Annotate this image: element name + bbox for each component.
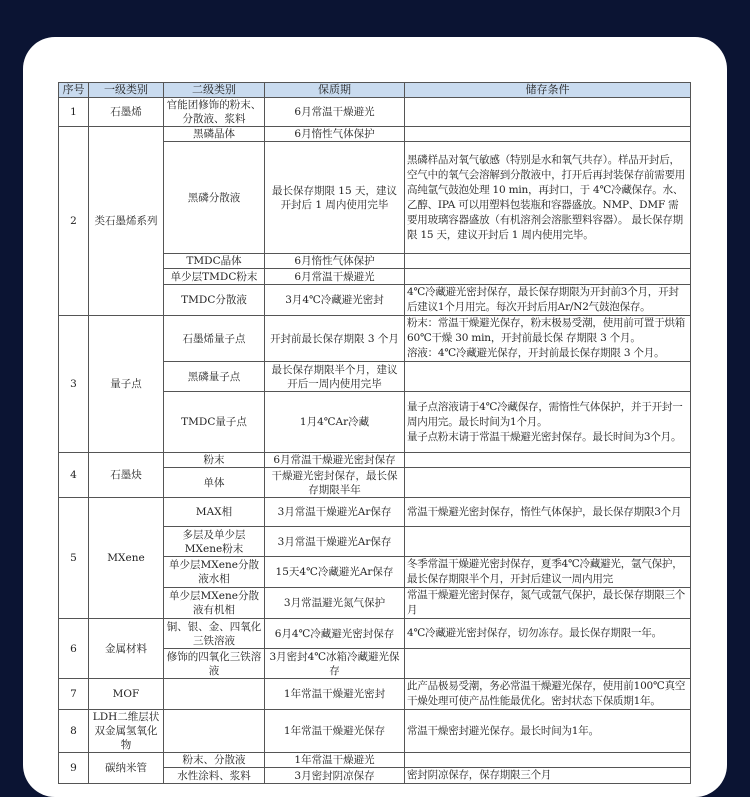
shelf-life: 3月常温干燥避光Ar保存	[265, 527, 405, 557]
primary-category: 类石墨烯系列	[89, 127, 164, 316]
storage-conditions	[405, 527, 691, 557]
shelf-life: 1年常温干燥避光保存	[265, 710, 405, 753]
row-number: 4	[59, 453, 89, 498]
header-storage: 储存条件	[405, 83, 691, 98]
storage-conditions: 常温干燥避光密封保存，惰性气体保护，最长保存期限3个月	[405, 498, 691, 527]
table-row	[59, 453, 691, 468]
row-number: 9	[59, 753, 89, 784]
secondary-category: 单少层MXene分散液有机相	[164, 588, 265, 619]
storage-conditions	[405, 254, 691, 269]
shelf-life: 3月常温干燥避光Ar保存	[265, 498, 405, 527]
table-row	[59, 753, 691, 768]
row-number: 8	[59, 710, 89, 753]
shelf-life: 6月常温干燥避光密封保存	[265, 453, 405, 468]
secondary-category: 多层及单少层MXene粉末	[164, 527, 265, 557]
storage-conditions: 黑磷样品对氧气敏感（特别是水和氧气共存）。样品开封后，空气中的氧气会溶解到分散液中，打开后再封装保存前需要用高纯氩气鼓泡处理 10 min，再封口，于 4℃冷藏保存。水、乙醇、IPA 可以用塑料包装瓶和容器盛放。NMP、DMF 需要用玻璃容器盛放（有机溶剂会溶胀塑料容器）。 最长保存期限 15 天，建议开封后 1 周内使用完毕。	[405, 142, 691, 254]
primary-category: 金属材料	[89, 619, 164, 679]
row-number: 6	[59, 619, 89, 679]
storage-table	[58, 82, 691, 784]
shelf-life: 6月常温干燥避光	[265, 269, 405, 285]
row-number: 1	[59, 98, 89, 127]
storage-conditions	[405, 362, 691, 392]
secondary-category: 黑磷分散液	[164, 142, 265, 254]
document-card	[23, 37, 727, 797]
storage-conditions: 4℃冷藏避光密封保存，最长保存期限为开封前3个月，开封后建议1个月用完。每次开封后用Ar/N2气鼓泡保存。	[405, 285, 691, 316]
storage-conditions	[405, 753, 691, 768]
secondary-category: 官能团修饰的粉末、分散液、浆料	[164, 98, 265, 127]
shelf-life: 最长保存期限 15 天，建议开封后 1 周内使用完毕	[265, 142, 405, 254]
shelf-life: 最长保存期限半个月，建议开后一周内使用完毕	[265, 362, 405, 392]
secondary-category: 铜、银、金、四氧化三铁溶液	[164, 619, 265, 649]
shelf-life: 1月4℃Ar冷藏	[265, 392, 405, 453]
table-row	[59, 619, 691, 649]
storage-conditions: 粉末：常温干燥避光保存，粉末极易受潮，使用前可置于烘箱 60℃干燥 30 min，开封前最长保 存期限 3 个月。 溶液：4℃冷藏避光保存，开封前最长保存期限 3 个月。	[405, 316, 691, 362]
secondary-category: 水性涂料、浆料	[164, 768, 265, 784]
storage-conditions	[405, 98, 691, 127]
storage-conditions: 密封阴凉保存，保存期限三个月	[405, 768, 691, 784]
shelf-life: 开封前最长保存期限 3 个月	[265, 316, 405, 362]
shelf-life: 6月常温干燥避光	[265, 98, 405, 127]
secondary-category	[164, 679, 265, 710]
storage-conditions	[405, 453, 691, 468]
storage-conditions	[405, 269, 691, 285]
header-cat1: 一级类别	[89, 83, 164, 98]
primary-category: 石墨烯	[89, 98, 164, 127]
shelf-life: 1年常温干燥避光	[265, 753, 405, 768]
table-row	[59, 98, 691, 127]
storage-conditions: 常温干燥避光密封保存，氮气或氩气保护，最长保存期限三个月	[405, 588, 691, 619]
storage-conditions: 冬季常温干燥避光密封保存，夏季4℃冷藏避光，氩气保护，最长保存期限半个月，开封后建议一周内用完	[405, 557, 691, 588]
secondary-category: 石墨烯量子点	[164, 316, 265, 362]
table-row	[59, 127, 691, 142]
shelf-life: 6月4℃冷藏避光密封保存	[265, 619, 405, 649]
row-number: 3	[59, 316, 89, 453]
shelf-life: 6月惰性气体保护	[265, 127, 405, 142]
secondary-category: MAX相	[164, 498, 265, 527]
storage-conditions: 量子点溶液请于4℃冷藏保存，需惰性气体保护，并于开封一周内用完。最长时间为1个月。 量子点粉末请于常温干燥避光密封保存。最长时间为3个月。	[405, 392, 691, 453]
row-number: 5	[59, 498, 89, 619]
row-number: 7	[59, 679, 89, 710]
shelf-life: 15天4℃冷藏避光Ar保存	[265, 557, 405, 588]
table-header-row	[59, 83, 691, 98]
primary-category: 量子点	[89, 316, 164, 453]
primary-category: 石墨炔	[89, 453, 164, 498]
primary-category: MOF	[89, 679, 164, 710]
row-number: 2	[59, 127, 89, 316]
secondary-category: TMDC分散液	[164, 285, 265, 316]
secondary-category: 单体	[164, 468, 265, 498]
shelf-life: 干燥避光密封保存，最长保存期限半年	[265, 468, 405, 498]
storage-conditions	[405, 468, 691, 498]
shelf-life: 3月4℃冷藏避光密封	[265, 285, 405, 316]
shelf-life: 6月惰性气体保护	[265, 254, 405, 269]
secondary-category: TMDC晶体	[164, 254, 265, 269]
primary-category: 碳纳米管	[89, 753, 164, 784]
secondary-category: 修饰的四氧化三铁溶液	[164, 649, 265, 679]
secondary-category: 黑磷晶体	[164, 127, 265, 142]
table-row	[59, 679, 691, 710]
storage-conditions	[405, 649, 691, 679]
storage-conditions: 4℃冷藏避光密封保存，切勿冻存。最长保存期限一年。	[405, 619, 691, 649]
storage-conditions	[405, 127, 691, 142]
secondary-category: 粉末、分散液	[164, 753, 265, 768]
table-row	[59, 498, 691, 527]
header-no: 序号	[59, 83, 89, 98]
primary-category: LDH二维层状双金属氢氧化物	[89, 710, 164, 753]
table-row	[59, 710, 691, 753]
primary-category: MXene	[89, 498, 164, 619]
secondary-category: 粉末	[164, 453, 265, 468]
secondary-category: 单少层TMDC粉末	[164, 269, 265, 285]
shelf-life: 1年常温干燥避光密封	[265, 679, 405, 710]
storage-conditions: 常温干燥密封避光保存。最长时间为1年。	[405, 710, 691, 753]
shelf-life: 3月密封阴凉保存	[265, 768, 405, 784]
table-row	[59, 316, 691, 362]
shelf-life: 3月常温避光氮气保护	[265, 588, 405, 619]
shelf-life: 3月密封4℃冰箱冷藏避光保存	[265, 649, 405, 679]
secondary-category: 黑磷量子点	[164, 362, 265, 392]
header-shelf-life: 保质期	[265, 83, 405, 98]
header-cat2: 二级类别	[164, 83, 265, 98]
secondary-category	[164, 710, 265, 753]
storage-conditions: 此产品极易受潮，务必常温干燥避光保存，使用前100℃真空干燥处理可使产品性能最优化。密封状态下保质期1年。	[405, 679, 691, 710]
secondary-category: TMDC量子点	[164, 392, 265, 453]
secondary-category: 单少层MXene分散液水相	[164, 557, 265, 588]
